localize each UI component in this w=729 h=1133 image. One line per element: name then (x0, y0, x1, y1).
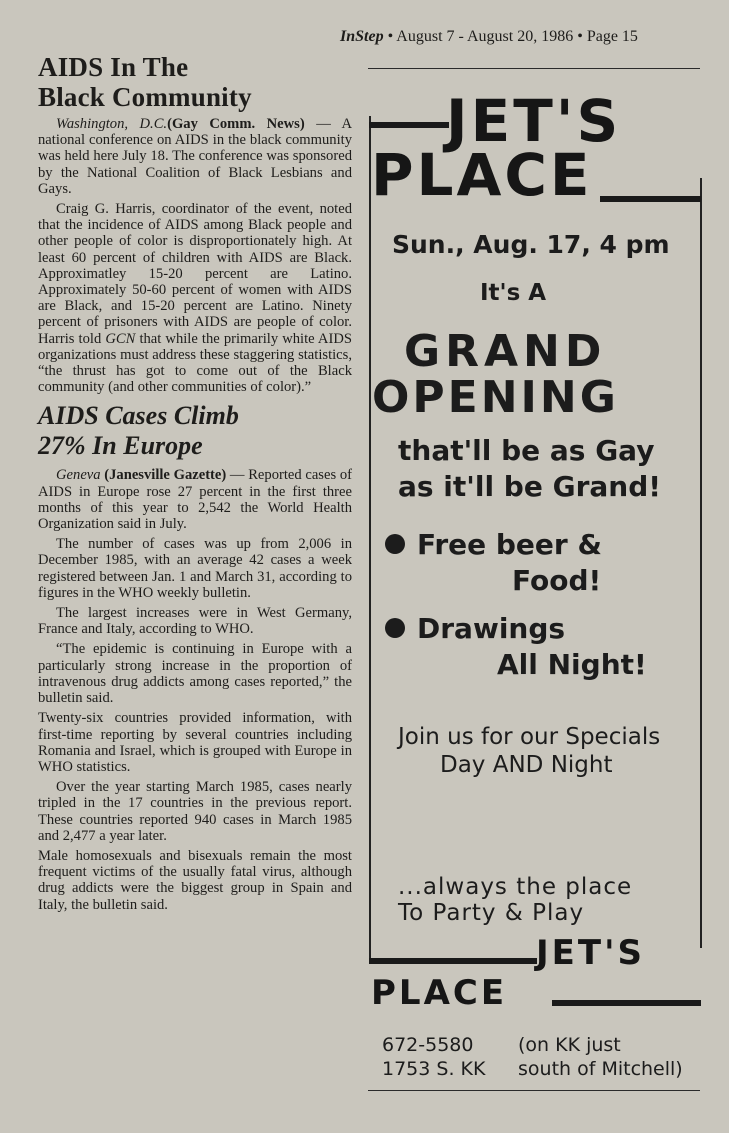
article1-paragraph (38, 201, 352, 395)
ad-its-a: It's A (480, 280, 547, 306)
ad-left-rule (369, 116, 371, 960)
ad-join-line1: Join us for our Specials (398, 724, 661, 750)
bullet-icon (385, 534, 405, 554)
article1-p1: — A national conference on AIDS in the black community was held here July 18. The conference was sponsored by the National Coalition of Black Lesbians and Gays. (38, 116, 352, 197)
article1-gcn: GCN (105, 330, 136, 347)
article2-paragraph (38, 467, 352, 532)
article2-paragraph: Twenty-six countries provided information, with first-time reporting by several countries including Romania and Israel, which is grouped with Europe in WHO statistics. (38, 710, 352, 775)
article1-dateline: Washington, D.C. (56, 116, 168, 132)
header-separator: • (383, 28, 397, 45)
header-rule (368, 68, 700, 69)
article2-title (38, 401, 352, 461)
article2-dateline: Geneva (56, 467, 101, 484)
ad-tagline2: To Party & Play (398, 900, 585, 926)
article1-source: (Gay Comm. News) (167, 116, 305, 132)
ad-item-free-beer (385, 528, 602, 561)
ad-gay-line1: that'll be as Gay (398, 434, 655, 467)
ad-location-line1: (on KK just (518, 1034, 621, 1056)
logo-underline (600, 196, 701, 202)
ad-item-drawings (385, 612, 565, 645)
page-number: Page 15 (586, 28, 638, 45)
bullet-icon (385, 618, 405, 638)
ad-item1-line1: Free beer & (417, 528, 602, 561)
article1-title (38, 52, 352, 112)
ad-item1-line2: Food! (512, 564, 602, 597)
ad-location-line2: south of Mitchell) (518, 1058, 683, 1080)
ad-phone: 672-5580 (382, 1034, 474, 1056)
article2-title-line2: 27% In Europe (38, 431, 203, 461)
article2-paragraph: Male homosexuals and bisexuals remain the most frequent victims of the usually fatal virus, although drug addicts were the biggest group in Spain and Italy, the bulletin said. (38, 847, 352, 913)
issue-dates: August 7 - August 20, 1986 (396, 28, 574, 45)
ad-bottom-rule (368, 1090, 700, 1091)
article2-p1: — Reported cases of AIDS in Europe rose 27 percent in the first three months of this year to 2,542 the World Health Organization said in July. (38, 467, 352, 533)
ad-logo2-top: JET'S (536, 933, 645, 973)
ad-tagline1: ...always the place (398, 874, 633, 900)
article1-p2b: that while the primarily white AIDS organizations must address these staggering statistics, “the thrust has got to come out of the Black community (and other communities of color).” (38, 330, 352, 396)
ad-logo-bottom: PLACE (371, 141, 593, 209)
article2-paragraph: Over the year starting March 1985, cases nearly tripled in the 17 countries in the previous report. These countries reported 940 cases in March 1985 and 2,477 a year later. (38, 779, 352, 844)
ad-logo2-bottom: PLACE (371, 973, 508, 1013)
ad-item2-line1: Drawings (417, 612, 566, 645)
article2-source: (Janesville Gazette) (104, 467, 227, 484)
ad-item2-line2: All Night! (497, 648, 647, 681)
ad-join-line2: Day AND Night (440, 752, 613, 778)
logo-underline (369, 122, 449, 128)
ad-event-date: Sun., Aug. 17, 4 pm (392, 230, 670, 259)
article1-p2a: Craig G. Harris, coordinator of the event, noted that the incidence of AIDS among Black people and other people of color is disproportionately high. At least 60 percent of children with AIDS are Black. Approximatley 15-20 percent are Latino. Approximately 50-60 percent of women with AIDS are Black, and 15-20 percent are Latino. Ninety percent of prisoners with AIDS are people of color. Harris told (38, 201, 352, 347)
header-separator: • (573, 28, 587, 45)
page-header (340, 28, 720, 46)
ad-address: 1753 S. KK (382, 1058, 486, 1080)
ad-opening: OPENING (372, 372, 619, 423)
logo-underline (369, 958, 537, 964)
ad-logo-top: JET'S (446, 87, 622, 155)
ad-right-rule (700, 178, 702, 948)
article1-title-line1: AIDS In The (38, 52, 189, 82)
article2-paragraph: “The epidemic is continuing in Europe with a particularly strong increase in the proportion of intravenous drug addicts among cases reported,” the bulletin said. (38, 641, 352, 707)
publication-name: InStep (340, 28, 384, 45)
article1-title-line2: Black Community (38, 82, 252, 112)
ad-grand: GRAND (404, 326, 607, 377)
article2-paragraph: The largest increases were in West Germany, France and Italy, according to WHO. (38, 605, 352, 638)
article1-paragraph (38, 116, 352, 197)
logo-underline (552, 1000, 701, 1006)
article2-paragraph: The number of cases was up from 2,006 in December 1985, with an average 42 cases a week registered between Jan. 1 and March 31, according to figures in the WHO weekly bulletin. (38, 536, 352, 601)
left-column (38, 52, 352, 917)
article2-title-line1: AIDS Cases Climb (38, 401, 239, 431)
ad-gay-line2: as it'll be Grand! (398, 470, 662, 503)
